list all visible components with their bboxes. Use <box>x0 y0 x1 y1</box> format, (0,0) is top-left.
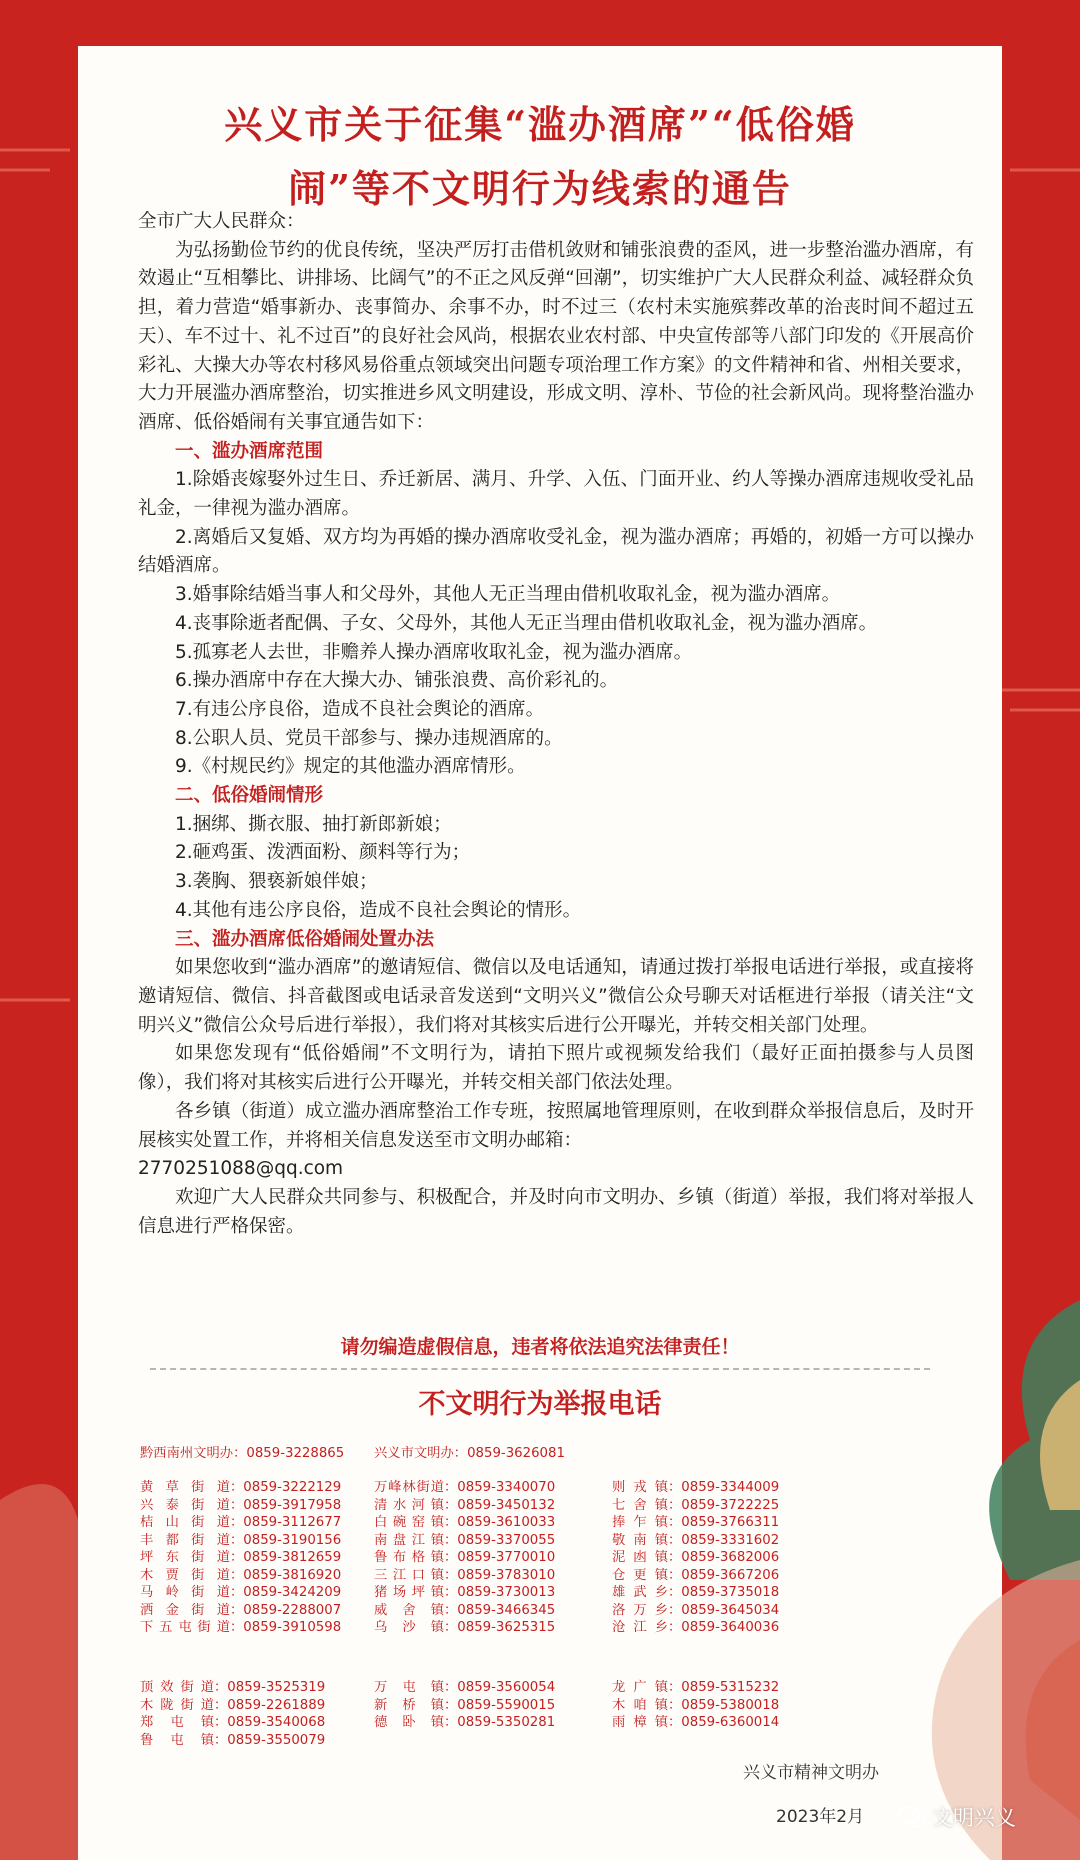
hotline-entry <box>612 1711 779 1730</box>
hotline-entry <box>374 1546 555 1565</box>
section-1-item: 3.婚事除结婚当事人和父母外，其他人无正当理由借机收取礼金，视为滥办酒席。 <box>175 584 841 606</box>
hotline-entry-name: 泥凼镇 <box>612 1550 668 1565</box>
hotline-entry <box>374 1564 555 1583</box>
hotline-entry <box>374 1529 555 1548</box>
hotline-entry-phone[interactable]: 0859-3682006 <box>681 1550 780 1565</box>
hotline-entry-separator: ： <box>444 1532 458 1548</box>
date: 2023年2月 <box>776 1807 865 1827</box>
section-3-paragraph: 各乡镇（街道）成立滥办酒席整治工作专班，按照属地管理原则，在收到群众举报信息后，及时开展核实处置工作，并将相关信息发送至市文明办邮箱： <box>138 1100 974 1151</box>
hotline-entry-separator: ： <box>444 1697 458 1713</box>
hotline-entry-phone[interactable]: 0859-3770010 <box>457 1550 556 1565</box>
hotline-entry <box>374 1599 555 1618</box>
hotline-entry <box>374 1694 555 1713</box>
section-1-item: 4.丧事除逝者配偶、子女、父母外，其他人无正当理由借机收取礼金，视为滥办酒席。 <box>175 612 878 634</box>
hotline-entry <box>612 1676 779 1695</box>
hotline-entry-separator: ： <box>444 1567 458 1583</box>
hotline-entry-name: 清水河镇 <box>374 1497 444 1513</box>
hotline-entry-phone[interactable]: 0859-3766311 <box>681 1515 780 1530</box>
hotline-entry-name: 德卧镇 <box>374 1715 444 1730</box>
section-1-title: 一、滥办酒席范围 <box>175 440 324 462</box>
hotline-entry-separator: ： <box>214 1732 228 1748</box>
watermark-text: 文明兴义 <box>932 1806 1016 1830</box>
hotline-entry <box>140 1511 341 1530</box>
section-2-item: 2.砸鸡蛋、泼洒面粉、颜料等行为； <box>175 842 471 864</box>
hotline-entry-phone[interactable]: 0859-3450132 <box>457 1497 556 1513</box>
section-1-item: 1.除婚丧嫁娶外过生日、乔迁新居、满月、升学、入伍、门面开业、约人等操办酒席违规收受礼品礼金，一律视为滥办酒席。 <box>138 469 974 520</box>
hotline-entry-name: 则戎镇 <box>612 1480 668 1495</box>
hotline-entry-phone[interactable]: 0859-3910598 <box>243 1620 342 1635</box>
hotline-entry-name: 威舍镇 <box>374 1602 444 1618</box>
hotline-entry-phone[interactable]: 0859-3112677 <box>243 1515 342 1530</box>
hotline-entry-separator: ： <box>668 1680 682 1695</box>
hotline-entry-separator: ： <box>668 1715 682 1730</box>
hotline-entry-phone[interactable]: 0859-3424209 <box>243 1585 342 1600</box>
section-1-item: 8.公职人员、党员干部参与、操办违规酒席的。 <box>175 727 563 749</box>
hotline-entry <box>140 1676 325 1695</box>
hotline-entry-phone[interactable]: 0859-3222129 <box>243 1480 342 1495</box>
hotline-entry-phone[interactable]: 0859-3340070 <box>457 1480 556 1495</box>
hotline-entry-separator: ： <box>668 1567 682 1583</box>
hotline-entry <box>140 1599 341 1618</box>
hotline-entry <box>612 1564 779 1583</box>
hotline-entry-separator: ： <box>444 1515 458 1530</box>
hotline-entry-phone[interactable]: 0859-2288007 <box>243 1602 342 1618</box>
hotline-entry-phone[interactable]: 0859-3625315 <box>457 1620 556 1635</box>
hotline-entry-name: 木陇街道 <box>140 1697 214 1713</box>
hotline-entry-name: 郑屯镇 <box>140 1715 214 1730</box>
hotline-entry-separator: ： <box>668 1532 682 1548</box>
hotline-entry-name: 下五屯街道 <box>140 1620 230 1635</box>
hotline-entry-name: 三江口镇 <box>374 1567 444 1583</box>
hotline-entry-name: 洒金街道 <box>140 1602 230 1618</box>
hotline-entry-name: 仓更镇 <box>612 1567 668 1583</box>
hotline-entry-separator: ： <box>668 1480 682 1495</box>
section-1-item: 2.离婚后又复婚、双方均为再婚的操办酒席收受礼金，视为滥办酒席；再婚的，初婚一方可以操办结婚酒席。 <box>138 526 974 577</box>
hotline-entry-phone[interactable]: 0859-3370055 <box>457 1532 556 1548</box>
signature: 兴义市精神文明办 <box>743 1763 879 1783</box>
notice-body <box>138 208 974 1241</box>
hotline-entry-name: 黔西南州文明办： <box>140 1446 247 1461</box>
hotline-entry-name: 南盘江镇 <box>374 1532 444 1548</box>
hotline-entry <box>612 1494 779 1513</box>
hotline-entry-phone[interactable]: 0859-3540068 <box>227 1715 326 1730</box>
hotline-entry-phone[interactable]: 0859-3722225 <box>681 1497 780 1513</box>
hotline-entry-separator: ： <box>230 1620 244 1635</box>
hotline-entry-separator: ： <box>668 1697 682 1713</box>
hotline-entry-name: 黄草街道 <box>140 1480 230 1495</box>
hotline-entry-name: 兴义市文明办： <box>374 1446 468 1461</box>
hotline-entry-name: 顶效街道 <box>140 1680 214 1695</box>
hotline-entry-separator: ： <box>230 1515 244 1530</box>
hotline-entry <box>374 1442 565 1461</box>
hotline-entry-phone[interactable]: 0859-5350281 <box>457 1715 556 1730</box>
hotline-entry-phone[interactable]: 0859-3466345 <box>457 1602 556 1618</box>
hotline-entry-separator: ： <box>668 1550 682 1565</box>
hotline-entry-name: 丰都街道 <box>140 1532 230 1548</box>
section-3-paragraph: 欢迎广大人民群众共同参与、积极配合，并及时向市文明办、乡镇（街道）举报，我们将对举报人信息进行严格保密。 <box>138 1186 974 1237</box>
legal-warning: 请勿编造虚假信息，违者将依法追究法律责任！ <box>340 1336 740 1358</box>
hotline-entry-separator: ： <box>214 1715 228 1730</box>
hotline-title: 不文明行为举报电话 <box>418 1389 662 1420</box>
hotline-entry-phone[interactable]: 0859-5315232 <box>681 1680 780 1695</box>
hotline-entry-name: 洛万乡 <box>612 1602 668 1618</box>
hotline-entry <box>612 1581 779 1600</box>
hotline-entry-name: 木贾街道 <box>140 1567 230 1583</box>
hotline-entry-separator: ： <box>668 1515 682 1530</box>
mountain-cloud-decoration <box>880 1260 1080 1860</box>
section-1-item: 5.孤寡老人去世，非赡养人操办酒席收取礼金，视为滥办酒席。 <box>175 641 693 663</box>
hotline-entry <box>612 1511 779 1530</box>
hotline-entry-name: 兴泰街道 <box>140 1497 230 1513</box>
hotline-entry <box>140 1494 341 1513</box>
hotline-entry-name: 乌沙镇 <box>374 1620 444 1635</box>
hotline-entry-separator: ： <box>444 1680 458 1695</box>
hotline-entry-phone[interactable]: 0859-6360014 <box>681 1715 780 1730</box>
hotline-entry-separator: ： <box>230 1497 244 1513</box>
notice-paper <box>78 46 1002 1860</box>
hotline-entry-phone[interactable]: 0859-3331602 <box>681 1532 780 1548</box>
hotline-entry-separator: ： <box>444 1602 458 1618</box>
hotline-entry-phone[interactable]: 0859-3730013 <box>457 1585 556 1600</box>
hotline-entry-phone[interactable]: 0859-3667206 <box>681 1567 780 1583</box>
salutation: 全市广大人民群众： <box>138 211 305 232</box>
wechat-watermark <box>898 1802 1016 1832</box>
hotline-entry <box>374 1676 555 1695</box>
wechat-icon <box>898 1806 926 1828</box>
hotline-entry <box>374 1511 555 1530</box>
hotline-entry-phone[interactable]: 0859-3640036 <box>681 1620 780 1635</box>
hotline-entry-phone[interactable]: 0859-3735018 <box>681 1585 780 1600</box>
hotline-entry-separator: ： <box>230 1567 244 1583</box>
hotline-entry-name: 新桥镇 <box>374 1697 444 1713</box>
email-address[interactable]: 2770251088@qq.com <box>138 1158 344 1180</box>
hotline-entry-phone[interactable]: 0859-5380018 <box>681 1697 780 1713</box>
hotline-entry-name: 桔山街道 <box>140 1515 230 1530</box>
hotline-entry-name: 七舍镇 <box>612 1497 668 1513</box>
notice-title-line-2: 闹”等不文明行为线索的通告 <box>288 166 792 211</box>
hotline-entry <box>140 1546 341 1565</box>
hotline-entry-name: 猪场坪镇 <box>374 1585 444 1600</box>
hotline-entry-name: 马岭街道 <box>140 1585 230 1600</box>
hotline-entry <box>374 1476 555 1495</box>
hotline-entry-phone[interactable]: 0859-3190156 <box>243 1532 342 1548</box>
hotline-entry-separator: ： <box>444 1585 458 1600</box>
hotline-entry-separator: ： <box>668 1497 682 1513</box>
hotline-entry-phone[interactable]: 0859-3550079 <box>227 1732 326 1748</box>
hotline-entry <box>140 1529 341 1548</box>
hotline-entry-separator: ： <box>668 1620 682 1635</box>
hotline-entry <box>140 1442 344 1461</box>
hotline-entry <box>612 1616 779 1635</box>
hotline-entry-phone[interactable]: 0859-3783010 <box>457 1567 556 1583</box>
hotline-entry-phone[interactable]: 0859-5590015 <box>457 1697 556 1713</box>
hotline-entry-phone[interactable]: 0859-3228865 <box>246 1446 345 1461</box>
hotline-entry-phone[interactable]: 0859-3816920 <box>243 1567 342 1583</box>
hotline-entry-separator: ： <box>230 1585 244 1600</box>
section-2-item: 1.捆绑、撕衣服、抽打新郎新娘； <box>175 813 452 835</box>
hotline-entry <box>140 1694 325 1713</box>
hotline-entry-phone[interactable]: 0859-3626081 <box>467 1446 565 1461</box>
hotline-entry-separator: ： <box>668 1602 682 1618</box>
section-2-title: 二、低俗婚闹情形 <box>175 785 324 807</box>
hotline-entry-name: 雄武乡 <box>612 1585 668 1600</box>
hotline-entry-phone[interactable]: 0859-3560054 <box>457 1680 556 1695</box>
hotline-entry <box>140 1476 341 1495</box>
section-1-item: 7.有违公序良俗，造成不良社会舆论的酒席。 <box>175 698 545 720</box>
hotline-entry-name: 沧江乡 <box>612 1620 668 1635</box>
hotline-entry <box>612 1694 779 1713</box>
hotline-entry <box>612 1546 779 1565</box>
section-2-item: 4.其他有违公序良俗，造成不良社会舆论的情形。 <box>175 899 582 921</box>
hotline-entry-name: 雨樟镇 <box>612 1715 668 1730</box>
hotline-entry-separator: ： <box>214 1680 228 1695</box>
section-3-title: 三、滥办酒席低俗婚闹处置办法 <box>175 928 435 950</box>
hotline-entry <box>612 1476 779 1495</box>
section-1-item: 6.操办酒席中存在大操大办、铺张浪费、高价彩礼的。 <box>175 670 619 692</box>
hotline-entry-phone[interactable]: 0859-3525319 <box>227 1680 326 1695</box>
hotline-entry <box>374 1581 555 1600</box>
hotline-entry-phone[interactable]: 0859-2261889 <box>227 1697 326 1713</box>
hotline-entry-separator: ： <box>444 1715 458 1730</box>
hotline-entry-separator: ： <box>444 1497 458 1513</box>
section-2-item: 3.袭胸、猥亵新娘伴娘； <box>175 871 378 893</box>
hotline-entry <box>140 1581 341 1600</box>
section-3-paragraph: 如果您发现有“低俗婚闹”不文明行为，请拍下照片或视频发给我们（最好正面拍摄参与人员图像），我们将对其核实后进行公开曝光，并转交相关部门依法处理。 <box>138 1043 974 1094</box>
hotline-entry-name: 龙广镇 <box>612 1680 668 1695</box>
hotline-entry-separator: ： <box>444 1620 458 1635</box>
hotline-entry-separator: ： <box>230 1480 244 1495</box>
notice-title-line-1: 兴义市关于征集“滥办酒席”“低俗婚 <box>224 102 856 147</box>
hotline-entry-name: 坪东街道 <box>140 1550 230 1565</box>
hotline-entry-separator: ： <box>230 1532 244 1548</box>
hotline-entry <box>374 1616 555 1635</box>
section-1-item: 9.《村规民约》规定的其他滥办酒席情形。 <box>175 756 526 778</box>
hotline-entry-phone[interactable]: 0859-3344009 <box>681 1480 780 1495</box>
hotline-entry <box>140 1564 341 1583</box>
hotline-entry <box>140 1711 325 1730</box>
section-3-paragraph: 如果您收到“滥办酒席”的邀请短信、微信以及电话通知，请通过拨打举报电话进行举报，或直接将邀请短信、微信、抖音截图或电话录音发送到“文明兴义”微信公众号聊天对话框进行举报（请关注“文明兴义”微信公众号后进行举报），我们将对其核实后进行公开曝光，并转交相关部门处理。 <box>138 957 974 1036</box>
hotline-entry-name: 鲁布格镇 <box>374 1550 444 1565</box>
hotline-entry-phone[interactable]: 0859-3812659 <box>243 1550 342 1565</box>
hotline-entry-name: 捧乍镇 <box>612 1515 668 1530</box>
hotline-entry-separator: ： <box>668 1585 682 1600</box>
hotline-entry <box>612 1599 779 1618</box>
hotline-entry-separator: ： <box>230 1602 244 1618</box>
hotline-entry-phone[interactable]: 0859-3610033 <box>457 1515 556 1530</box>
hotline-entry <box>374 1711 555 1730</box>
hotline-entry <box>612 1529 779 1548</box>
hotline-entry <box>374 1494 555 1513</box>
hotline-entry <box>140 1729 325 1748</box>
hotline-entry-name: 敬南镇 <box>612 1532 668 1548</box>
hotline-entry-name: 万屯镇 <box>374 1680 444 1695</box>
hotline-entry-name: 万峰林街道 <box>374 1480 444 1495</box>
hotline-entry-separator: ： <box>230 1550 244 1565</box>
hotline-entry-separator: ： <box>444 1550 458 1565</box>
hotline-entry-phone[interactable]: 0859-3917958 <box>243 1497 342 1513</box>
hotline-entry-separator: ： <box>214 1697 228 1713</box>
hotline-entry <box>140 1616 341 1635</box>
intro-paragraph: 为弘扬勤俭节约的优良传统，坚决严厉打击借机敛财和铺张浪费的歪风，进一步整治滥办酒席，有效遏止“互相攀比、讲排场、比阔气”的不正之风反弹“回潮”，切实维护广大人民群众利益、减轻群众负担，着力营造“婚事新办、丧事简办、余事不办，时不过三（农村未实施殡葬改革的治丧时间不超过五天）、车不过十、礼不过百”的良好社会风尚，根据农业农村部、中央宣传部等八部门印发的《开展高价彩礼、大操大办等农村移风易俗重点领域突出问题专项治理工作方案》的文件精神和省、州相关要求，大力开展滥办酒席整治，切实推进乡风文明建设，形成文明、淳朴、节俭的社会新风尚。现将整治滥办酒席、低俗婚闹有关事宜通告如下： <box>138 239 974 433</box>
hotline-entry-phone[interactable]: 0859-3645034 <box>681 1602 780 1618</box>
hotline-entry-name: 白碗窑镇 <box>374 1515 444 1530</box>
hotline-entry-name: 鲁屯镇 <box>140 1732 214 1748</box>
hotline-entry-name: 木咱镇 <box>612 1697 668 1713</box>
dashed-divider <box>150 1368 930 1370</box>
hotline-entry-separator: ： <box>444 1480 458 1495</box>
